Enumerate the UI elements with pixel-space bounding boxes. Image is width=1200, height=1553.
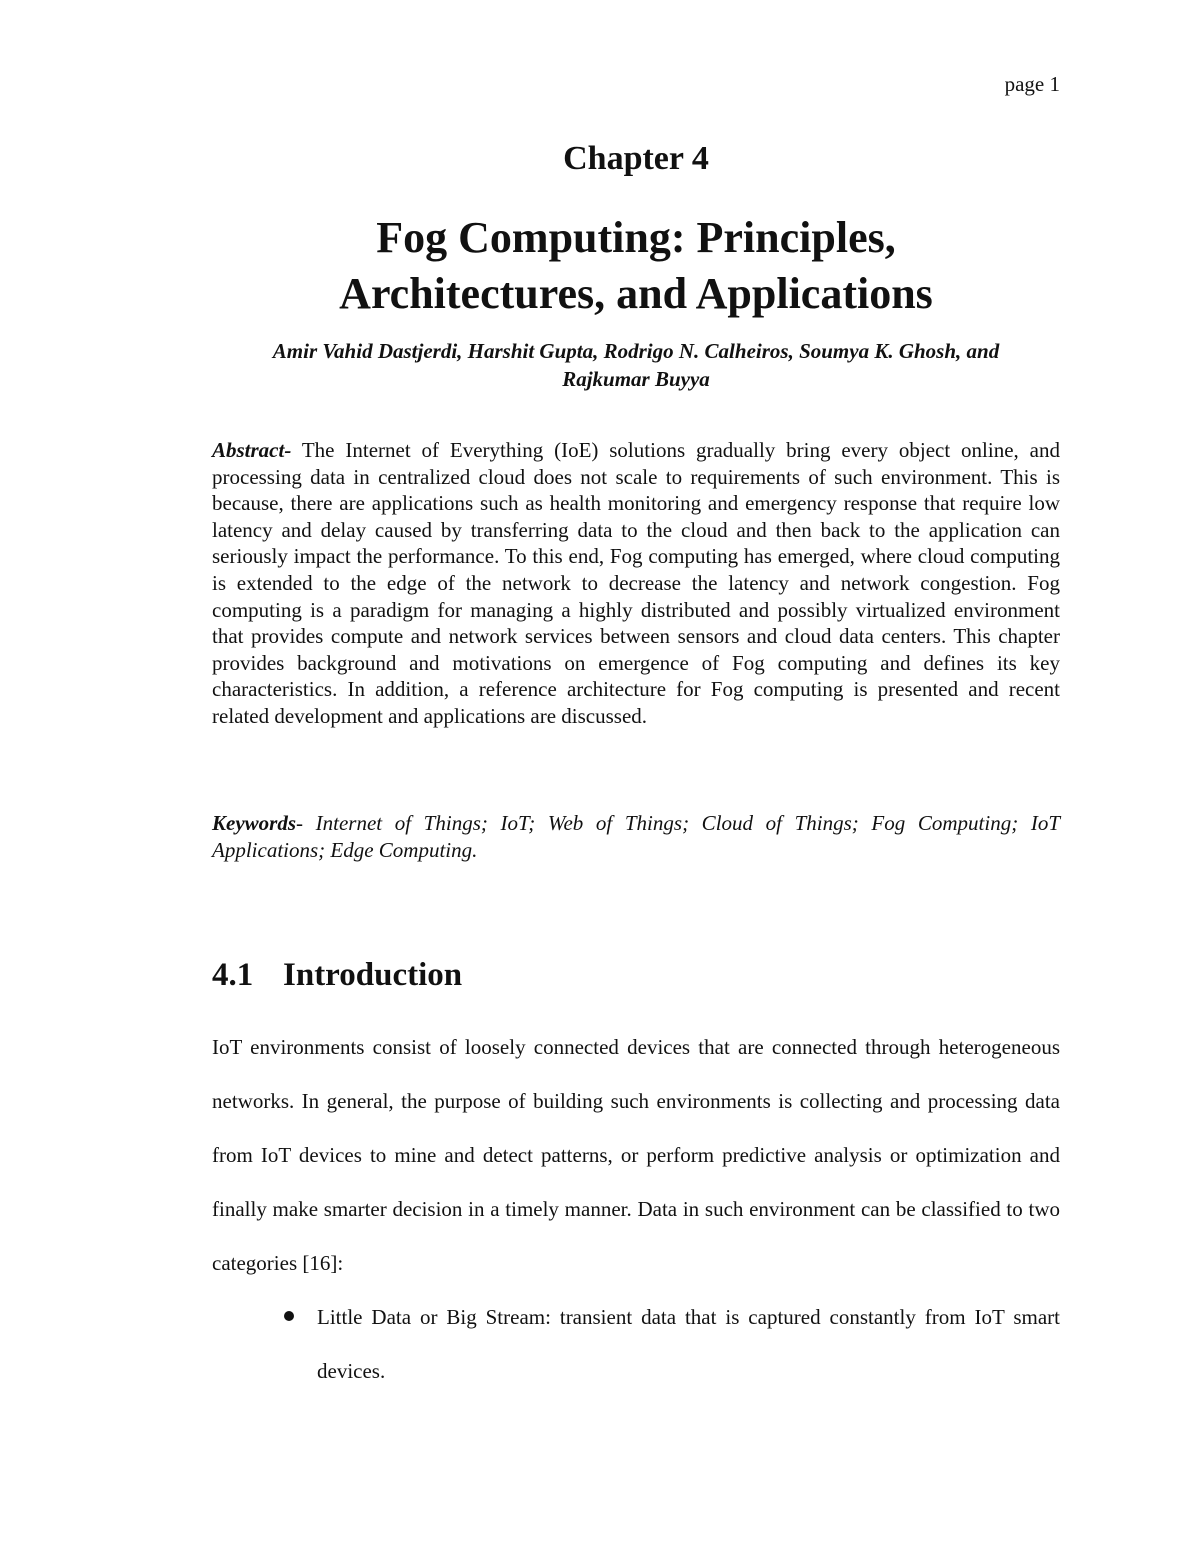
bullet-icon [284, 1311, 294, 1321]
keywords-label: Keywords [212, 811, 296, 835]
chapter-title [0, 210, 1200, 322]
section-title: Introduction [283, 957, 463, 993]
intro-paragraph: IoT environments consist of loosely connected devices that are connected through heterogeneous networks. In general, the purpose of building such environments is collecting and processing data from IoT devices to mine and detect patterns, or perform predictive analysis or optimization and finally make smarter decision in a timely manner. Data in such environment can be classified to two categories [16]: [212, 1035, 1060, 1275]
chapter-label: Chapter 4 [563, 140, 709, 177]
chapter-title-line-1: Fog Computing: Principles, [376, 213, 896, 262]
category-list [212, 1290, 1060, 1398]
abstract-paragraph [212, 437, 1060, 730]
author-list-line-2: Rajkumar Buyya [562, 367, 710, 391]
chapter-title-line-2: Architectures, and Applications [339, 269, 933, 318]
author-list [212, 337, 1060, 393]
list-item [212, 1290, 1060, 1398]
abstract-label: Abstract- [212, 438, 292, 462]
section-number: 4.1 [212, 957, 254, 993]
author-list-line-1: Amir Vahid Dastjerdi, Harshit Gupta, Rodrigo N. Calheiros, Soumya K. Ghosh, and [272, 339, 1000, 363]
section-heading [212, 957, 462, 994]
keywords-paragraph [212, 810, 1060, 863]
list-item-text: Little Data or Big Stream: transient data that is captured constantly from IoT smart devices. [317, 1305, 1060, 1383]
keywords-text: - Internet of Things; IoT; Web of Things; Cloud of Things; Fog Computing; IoT Applications; Edge Computing. [212, 811, 1060, 862]
abstract-text: The Internet of Everything (IoE) solutions gradually bring every object online, and processing data in centralized cloud does not scale to requirements of such environment. This is because, there are applications such as health monitoring and emergency response that require low latency and delay caused by transferring data to the cloud and then back to the application can seriously impact the performance. To this end, Fog computing has emerged, where cloud computing is extended to the edge of the network to decrease the latency and network congestion. Fog computing is a paradigm for managing a highly distributed and possibly virtualized environment that provides compute and network services between sensors and cloud data centers. This chapter provides background and motivations on emergence of Fog computing and defines its key characteristics. In addition, a reference architecture for Fog computing is presented and recent related development and applications are discussed. [212, 438, 1060, 728]
page-number: page 1 [1004, 72, 1060, 96]
